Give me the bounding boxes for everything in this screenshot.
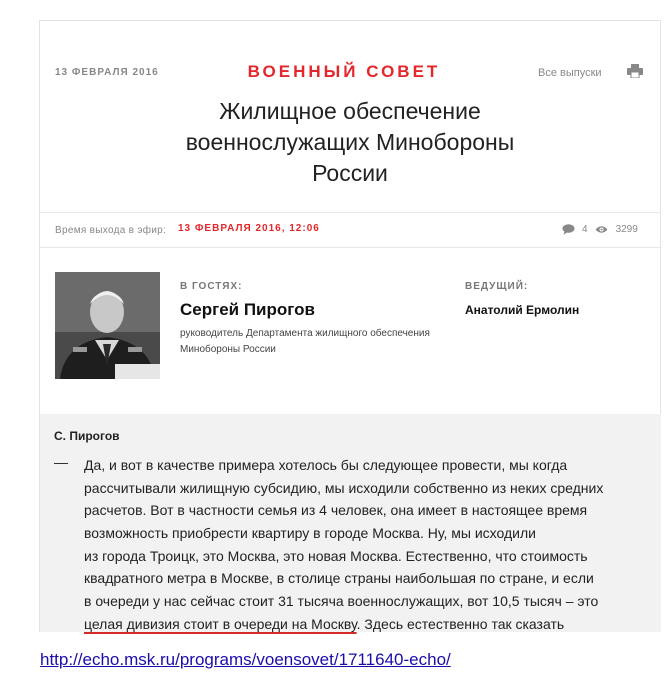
transcript-line: рассчитывали жилищную субсидию, мы исходили собственно из неких средних [84, 479, 604, 496]
source-link[interactable]: http://echo.msk.ru/programs/voensovet/1711640-echo/ [40, 650, 451, 669]
views-count: 3299 [615, 224, 638, 235]
stats [562, 224, 638, 235]
page-title: Жилищное обеспечение военнослужащих Минобороны России [185, 98, 515, 186]
guest-name[interactable]: Сергей Пирогов [180, 300, 315, 319]
guest-label: В ГОСТЯХ: [180, 281, 243, 292]
broadcast-date: 13 ФЕВРАЛЯ 2016 [55, 67, 159, 78]
guest-role: руководитель Департамента жилищного обеспечения Минобороны России [180, 328, 430, 355]
transcript-line-rest: . Здесь естественно так сказать [356, 615, 565, 632]
transcript-line: возможность приобрести квартиру в городе Москва. Ну, мы исходили [84, 525, 536, 542]
show-name[interactable]: ВОЕННЫЙ СОВЕТ [247, 62, 441, 81]
transcript-line: Да, и вот в качестве примера хотелось бы следующее провести, мы когда [84, 457, 568, 473]
transcript-line: квадратного метра в Москве, в столице страны наибольшая по стране, и если [84, 570, 594, 587]
transcript-line: в очереди у нас сейчас стоит 31 тысяча военнослужащих, вот 10,5 тысяч – это [84, 593, 599, 610]
host-name[interactable]: Анатолий Ермолин [465, 303, 580, 317]
highlighted-phrase: целая дивизия стоит в очереди на Москву [84, 615, 357, 632]
air-time-label: Время выхода в эфир: [55, 225, 167, 236]
comments-count: 4 [582, 224, 588, 235]
air-datetime: 13 ФЕВРАЛЯ 2016, 12:06 [178, 223, 320, 234]
eye-icon [595, 225, 608, 234]
transcript-line: из города Троицк, это Москва, это новая Москва. Естественно, что стоимость [84, 547, 588, 564]
transcript-text [84, 454, 669, 636]
speaker-name: С. Пирогов [54, 429, 120, 443]
speech-dash: — [54, 454, 68, 470]
all-issues-link[interactable]: Все выпуски [538, 67, 602, 79]
transcript-line: расчетов. Вот в частности семья из 4 человек, она имеет в настоящее время [84, 502, 588, 519]
comment-icon[interactable] [562, 224, 575, 235]
printer-icon[interactable] [627, 64, 643, 78]
transcript-line [84, 613, 669, 636]
guest-photo [55, 272, 160, 379]
host-label: ВЕДУЩИЙ: [465, 281, 529, 292]
